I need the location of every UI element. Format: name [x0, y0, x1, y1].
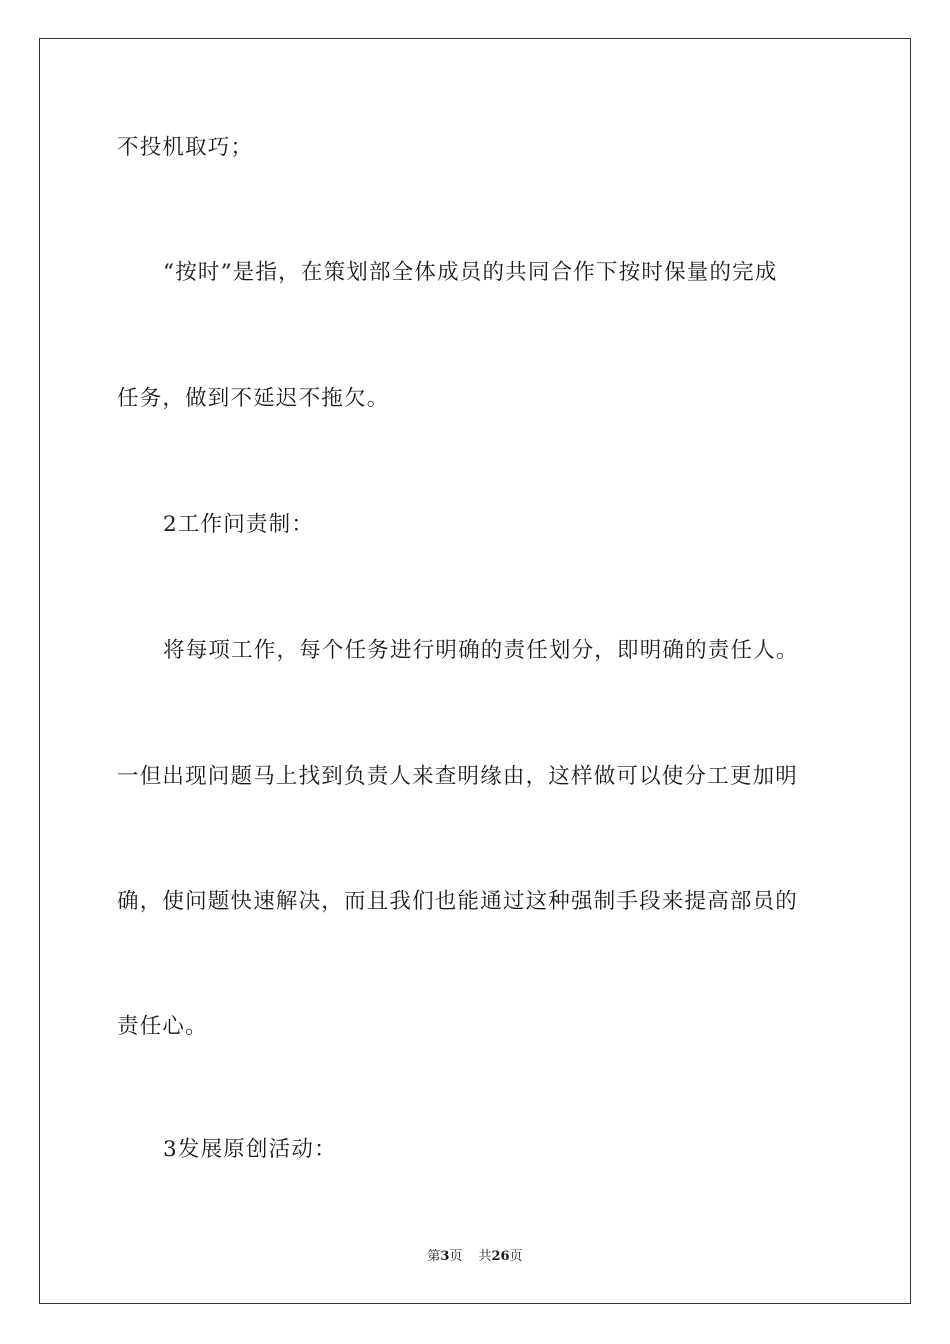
paragraph-line-2: “按时”是指，在策划部全体成员的共同合作下按时保量的完成 [163, 260, 778, 285]
paragraph-line-5: 将每项工作，每个任务进行明确的责任划分，即明确的责任人。 [163, 638, 799, 663]
paragraph-line-3: 任务，做到不延迟不拖欠。 [117, 386, 390, 411]
footer-total-pages: 26 [491, 1249, 510, 1264]
section-heading-2: 2工作问责制： [163, 512, 315, 537]
footer-page-suffix: 页 [449, 1249, 463, 1264]
paragraph-line-8: 责任心。 [117, 1014, 208, 1039]
footer-total-suffix: 页 [509, 1249, 523, 1264]
paragraph-line-1: 不投机取巧； [117, 135, 254, 160]
page-border [39, 38, 911, 1304]
page-footer [0, 1248, 950, 1266]
footer-page-number: 3 [440, 1249, 450, 1264]
paragraph-line-6: 一但出现问题马上找到负责人来查明缘由，这样做可以使分工更加明 [117, 764, 799, 789]
footer-page-prefix: 第 [427, 1249, 441, 1264]
footer-total-prefix: 共 [478, 1249, 492, 1264]
paragraph-line-7: 确，使问题快速解决，而且我们也能通过这种强制手段来提高部员的 [117, 889, 799, 914]
section-heading-3: 3发展原创活动： [163, 1137, 337, 1162]
